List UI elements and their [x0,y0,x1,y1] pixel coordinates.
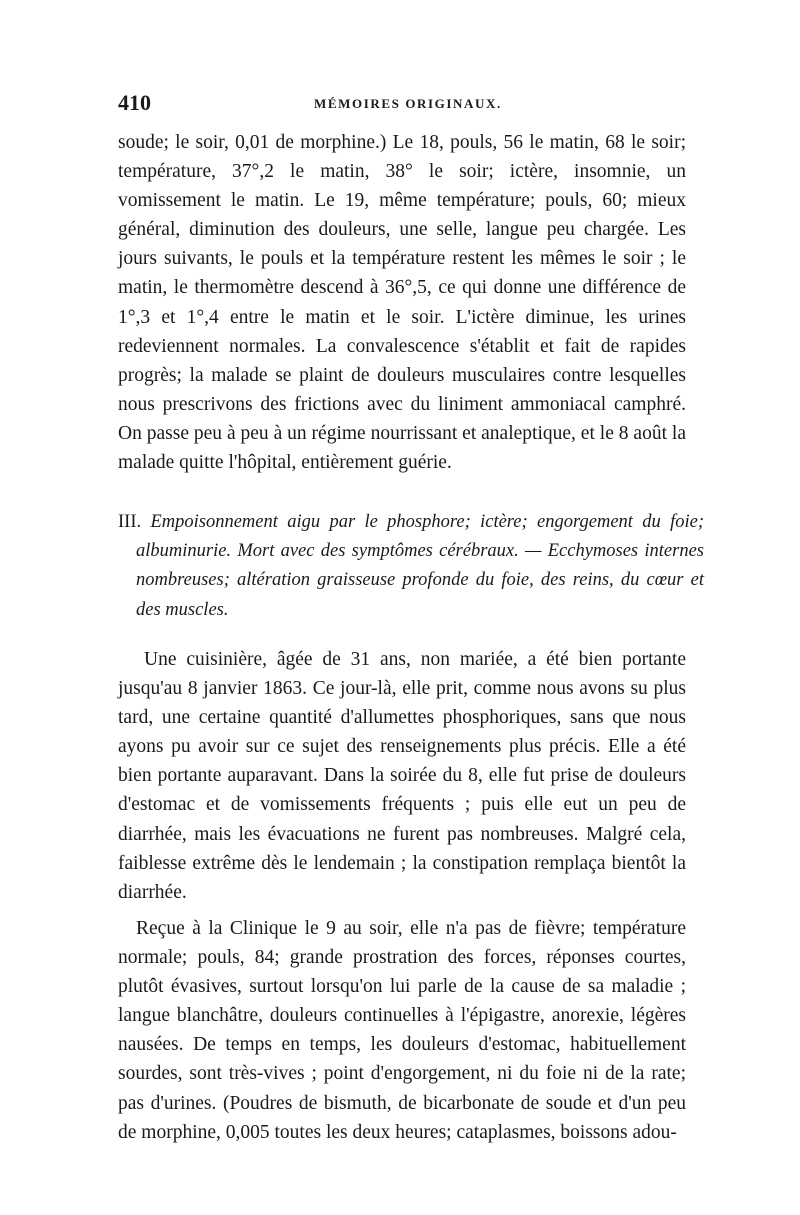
page-number: 410 [118,90,151,115]
running-head: MÉMOIRES ORIGINAUX. [314,96,502,111]
page-header [118,90,688,120]
case-intro-paragraph: Une cuisinière, âgée de 31 ans, non mariée, a été bien portante jusqu'au 8 janvier 1863. Ce jour-là, elle prit, comme nous avons su plus tard, une certaine quantité d'allumettes phosphoriques, sans que nous ayons pu avoir sur ce sujet des renseignements plus précis. Elle a été bien portante auparavant. Dans la soirée du 8, elle fut prise de douleurs d'estomac et de vomissements fréquents ; puis elle eut un peu de diarrhée, mais les évacuations ne furent pas nombreuses. Malgré cela, faiblesse extrême dès le lendemain ; la constipation remplaça bientôt la diarrhée. [118,649,686,903]
admission-paragraph: Reçue à la Clinique le 9 au soir, elle n'a pas de fièvre; température normale; pouls, 84; grande prostration des forces, réponses courtes, plutôt évasives, surtout lorsqu'on lui parle de la cause de sa maladie ; langue blanchâtre, douleurs continuelles à l'épigastre, anorexie, légères nausées. De temps en temps, les douleurs d'estomac, habituellement sourdes, sont très-vives ; point d'engorgement, ni du foie ni de la rate; pas d'urines. (Poudres de bismuth, de bicarbonate de soude et d'un peu de morphine, 0,005 toutes les deux heures; cataplasmes, boissons adou- [118,918,686,1143]
continuation-paragraph: soude; le soir, 0,01 de morphine.) Le 18, pouls, 56 le matin, 68 le soir; température, 37°,2 le matin, 38° le soir; ictère, insomnie, un vomissement le matin. Le 19, même température; pouls, 60; mieux général, diminution des douleurs, une selle, langue peu chargée. Les jours suivants, le pouls et la température restent les mêmes le soir ; le matin, le thermomètre descend à 36°,5, ce qui donne une différence de 1°,3 et 1°,4 entre le matin et le soir. L'ictère diminue, les urines redeviennent normales. La convalescence s'établit et fait de rapides progrès; la malade se plaint de douleurs musculaires contre lesquelles nous prescrivons des frictions avec du liniment ammoniacal camphré. On passe peu à peu à un régime nourrissant et analeptique, et le 8 août la malade quitte l'hôpital, entièrement guérie. [118,132,686,474]
section-title: Empoisonnement aigu par le phosphore; ictère; engorgement du foie; albuminurie. Mort avec des symptômes cérébraux. — Ecchymoses internes nombreuses; altération graisseuse profonde du foie, des reins, du cœur et des muscles. [136,512,704,620]
section-heading [118,508,704,625]
section-number: III. [118,512,142,532]
